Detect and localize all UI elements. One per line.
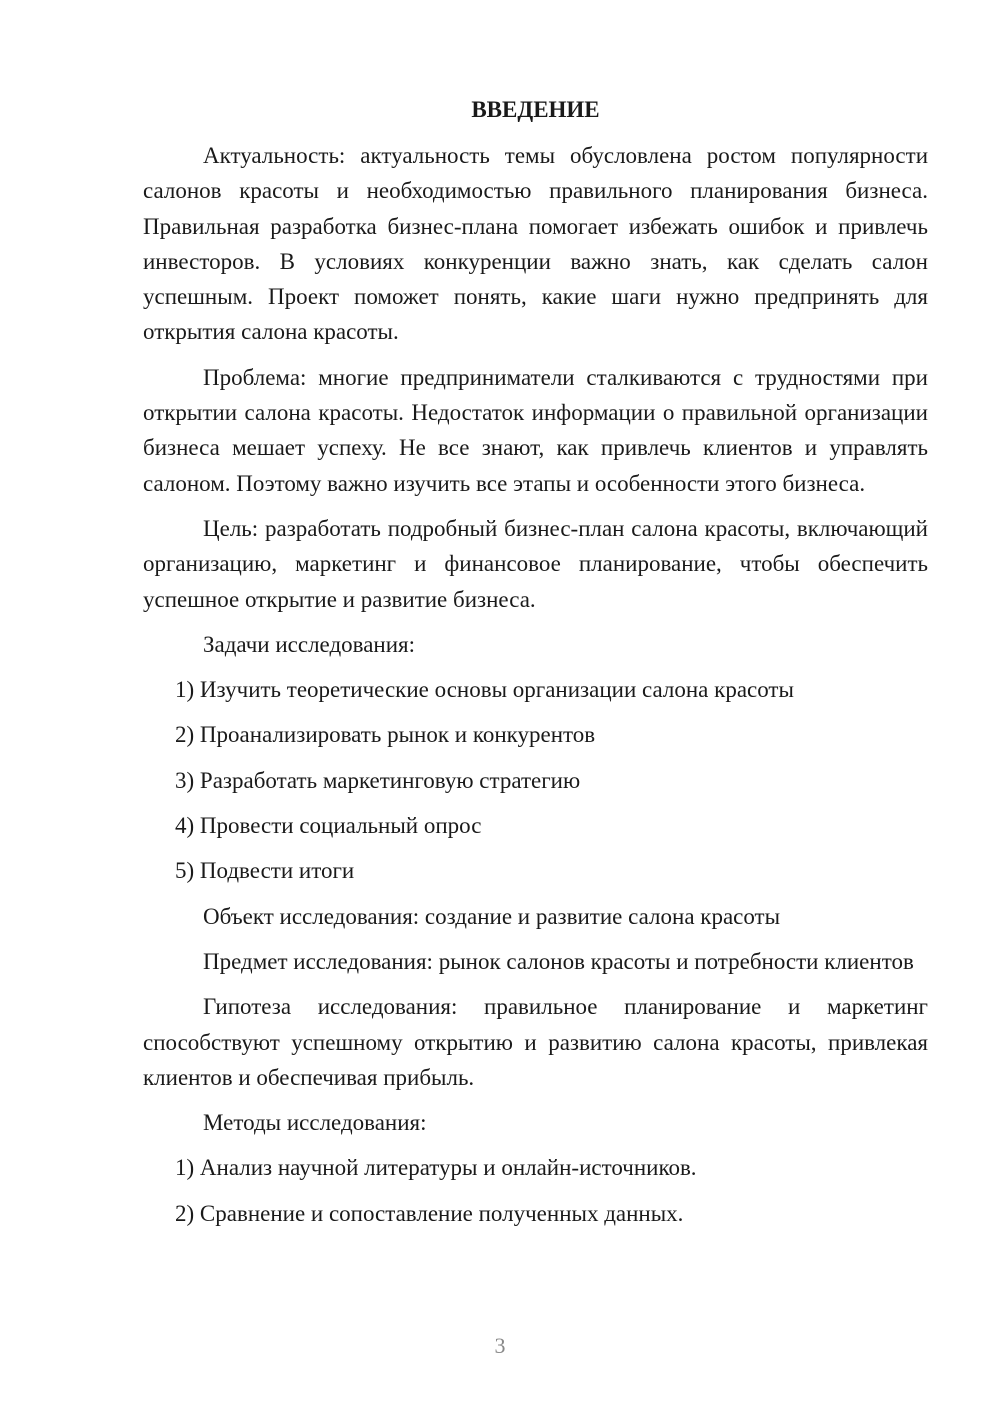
hypothesis-paragraph: Гипотеза исследования: правильное планирование и маркетинг способствуют успешному открытию и развитию салона красоты, привлекая клиентов и обеспечивая прибыль. — [143, 994, 928, 1090]
page-title: ВВЕДЕНИЕ — [471, 97, 600, 122]
method-item: 2) Сравнение и сопоставление полученных данных. — [175, 1200, 684, 1226]
subject-paragraph: Предмет исследования: рынок салонов красоты и потребности клиентов — [203, 948, 914, 974]
tasks-heading: Задачи исследования: — [203, 631, 416, 657]
task-item: 2) Проанализировать рынок и конкурентов — [175, 722, 596, 748]
task-item: 4) Провести социальный опрос — [175, 813, 482, 839]
problem-paragraph: Проблема: многие предприниматели сталкиваются с трудностями при открытии салона красоты. Недостаток информации о правильной организации бизнеса мешает успеху. Не все знают, как привлечь клиентов и управлять салоном. Поэтому важно изучить все этапы и особенности этого бизнеса. — [143, 364, 928, 496]
methods-heading: Методы исследования: — [203, 1110, 427, 1136]
task-item: 5) Подвести итоги — [175, 858, 355, 884]
relevance-paragraph: Актуальность: актуальность темы обусловлена ростом популярности салонов красоты и необходимостью правильного планирования бизнеса. Правильная разработка бизнес-плана помогает избежать ошибок и привлечь инвесторов. В условиях конкуренции важно знать, как сделать салон успешным. Проект поможет понять, какие шаги нужно предпринять для открытия салона красоты. — [143, 143, 928, 345]
goal-paragraph: Цель: разработать подробный бизнес-план салона красоты, включающий организацию, маркетинг и финансовое планирование, чтобы обеспечить успешное открытие и развитие бизнеса. — [143, 515, 928, 612]
page-content — [143, 92, 928, 1241]
page-number: 3 — [494, 1333, 506, 1358]
task-item: 3) Разработать маркетинговую стратегию — [175, 767, 581, 793]
task-item: 1) Изучить теоретические основы организации салона красоты — [175, 677, 794, 703]
object-paragraph: Объект исследования: создание и развитие салона красоты — [203, 903, 781, 929]
method-item: 1) Анализ научной литературы и онлайн-источников. — [175, 1155, 697, 1181]
